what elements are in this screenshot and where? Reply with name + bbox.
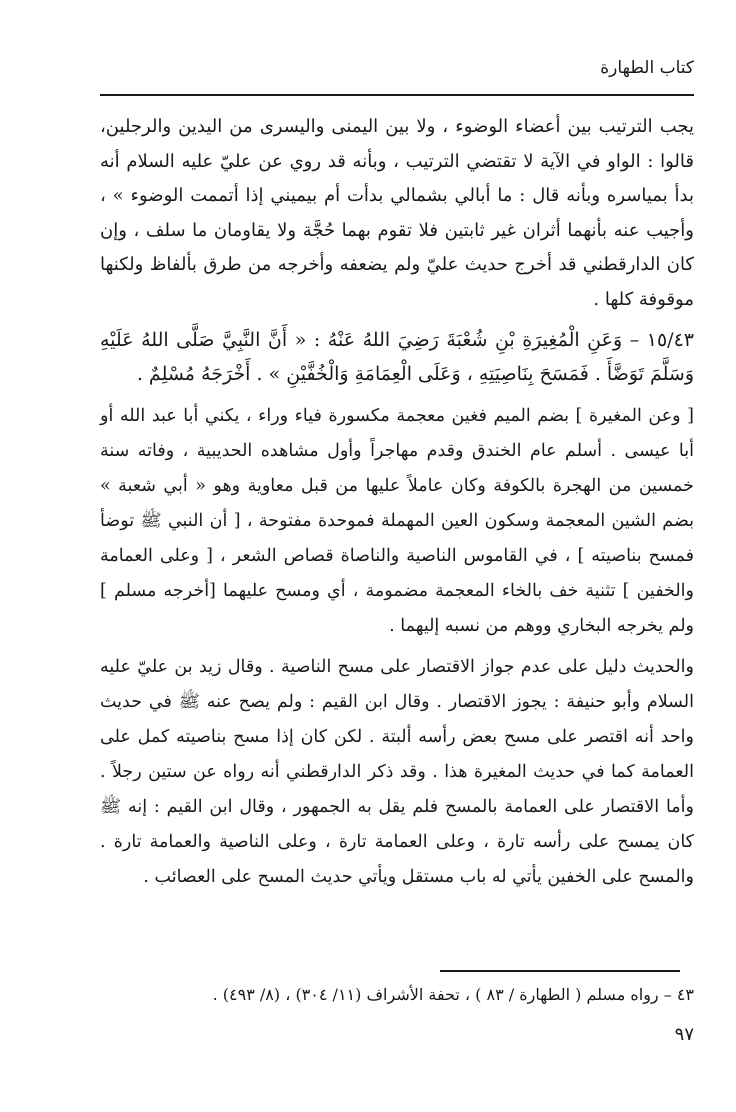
paragraph-wudu-order: يجب الترتيب بين أعضاء الوضوء ، ولا بين اليمنى واليسرى من اليدين والرجلين، قالوا : الواو في الآية لا تقتضي الترتيب ، وبأنه قد روي عن عليّ عليه السلام أنه بدأ بمياسره وبأنه قال : ما أبالي بشمالي بدأت أم بيميني إذا أتممت الوضوء » ، وأجيب عنه بأنهما أثران غير ثابتين فلا تقوم بهما حُجَّة ولا يقاومان ما سلف ، وإن كان الدارقطني قد أخرج حديث عليّ ولم يضعفه وأخرجه من طرق بألفاظ ولكنها موقوفة كلها .: [100, 116, 694, 310]
page-number: ٩٧: [674, 1024, 694, 1045]
paragraph-commentary: [ وعن المغيرة ] بضم الميم فغين معجمة مكسورة فياء وراء ، يكني أبا عبد الله أو أبا عيسى . أسلم عام الخندق وقدم مهاجراً وأول مشاهده الحديبية ، وفاته سنة خمسين من الهجرة بالكوفة وكان عاملاً عليها من قبل معاوية وهو « أبي شعبة » بضم الشين المعجمة وسكون العين المهملة فموحدة مفتوحة ، [ أن النبي ﷺ توضأ فمسح بناصيته ] ، في القاموس الناصية والناصاة قصاص الشعر ، [ وعلى العمامة والخفين ] تثنية خف بالخاء المعجمة مضمومة ، أي ومسح عليهما [أخرجه مسلم ] ولم يخرجه البخاري ووهم من نسبه إليهما .: [100, 406, 694, 636]
hadith-text: ١٥/٤٣ – وَعَنِ الْمُغِيرَةِ بْنِ شُعْبَةَ رَضِيَ اللهُ عَنْهُ : « أَنَّ النَّبِيَّ صَلَّى اللهُ عَلَيْهِ وَسَلَّمَ تَوَضَّأَ . فَمَسَحَ بِنَاصِيَتِهِ ، وَعَلَى الْعِمَامَةِ وَالْخُفَّيْنِ » . أَخْرَجَهُ مُسْلِمٌ .: [100, 329, 694, 385]
footnote: ٤٣ – رواه مسلم ( الطهارة / ٨٣ ) ، تحفة الأشراف (١١/ ٣٠٤) ، (٨/ ٤٩٣) .: [212, 985, 694, 1004]
paragraph-ruling: والحديث دليل على عدم جواز الاقتصار على مسح الناصية . وقال زيد بن عليّ عليه السلام وأبو حنيفة : يجوز الاقتصار . وقال ابن القيم : ولم يصح عنه ﷺ في حديث واحد أنه اقتصر على مسح بعض رأسه ألبتة . لكن كان إذا مسح بناصيته كمل على العمامة كما في حديث المغيرة هذا . وقد ذكر الدارقطني أنه رواه عن ستين رجلاً . وأما الاقتصار على العمامة بالمسح فلم يقل به الجمهور ، وقال ابن القيم : إنه ﷺ كان يمسح على رأسه تارة ، وعلى العمامة تارة ، وعلى الناصية والعمامة تارة . والمسح على الخفين يأتي له باب مستقل ويأتي حديث المسح على العصائب .: [100, 657, 694, 887]
header-rule: [100, 94, 694, 96]
footnote-rule: [440, 970, 680, 972]
body-text: [100, 110, 694, 895]
running-title: كتاب الطهارة: [600, 58, 694, 78]
